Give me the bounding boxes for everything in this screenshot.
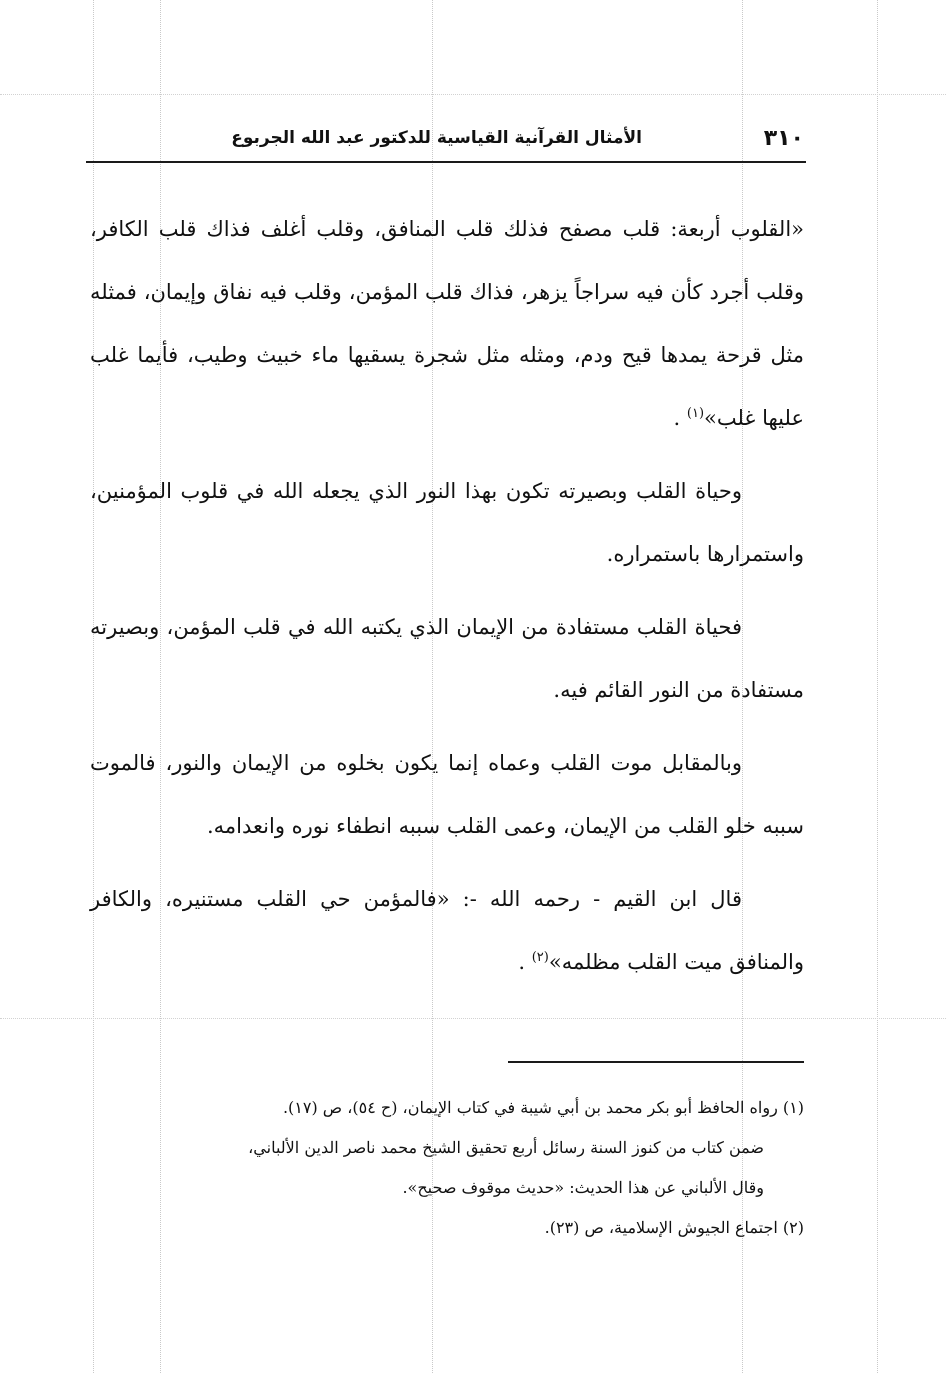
paragraph: وبالمقابل موت القلب وعماه إنما يكون بخلوه من الإيمان والنور، فالموت سببه خلو القلب من الإيمان، وعمى القلب سببه انطفاء نوره وانعدامه. xyxy=(90,751,804,838)
header-divider xyxy=(86,161,806,163)
footnote-reference: (١) xyxy=(686,406,705,421)
end-mark: . xyxy=(673,406,681,430)
end-mark: . xyxy=(518,950,526,974)
paragraph-quote-ibn-qayyim xyxy=(90,868,804,994)
paragraph: وحياة القلب وبصيرته تكون بهذا النور الذي يجعله الله في قلوب المؤمنين، واستمرارها باستمراره. xyxy=(90,479,804,566)
paragraph-text: قال ابن القيم - رحمه الله -: «فالمؤمن حي القلب مستنيره، والكافر والمنافق ميت القلب مظلمه» xyxy=(90,887,804,974)
footnote-1-continuation: ضمن كتاب من كنوز السنة رسائل أربع تحقيق الشيخ محمد ناصر الدين الألباني، xyxy=(248,1138,764,1157)
page-number: ٣١٠ xyxy=(763,126,804,151)
footnote-2: (٢) اجتماع الجيوش الإسلامية، ص (٢٣). xyxy=(544,1218,804,1237)
footnote-reference: (٢) xyxy=(531,950,549,965)
running-title: الأمثال القرآنية القياسية للدكتور عبد الله الجربوع xyxy=(231,128,642,148)
main-text xyxy=(90,198,804,1004)
footnote-divider xyxy=(508,1061,804,1063)
paragraph-quote-hadith xyxy=(90,198,804,450)
paragraph-text: «القلوب أربعة: قلب مصفح فذلك قلب المنافق، وقلب أغلف فذاك قلب الكافر، وقلب أجرد كأن فيه سراجاً يزهر، فذاك قلب المؤمن، وقلب فيه نفاق وإيمان، فمثله مثل قرحة يمدها قيح ودم، ومثله مثل شجرة يسقيها ماء خبيث وطيب، فأيما غلب عليها غلب» xyxy=(90,217,804,430)
paragraph: فحياة القلب مستفادة من الإيمان الذي يكتبه الله في قلب المؤمن، وبصيرته مستفادة من النور القائم فيه. xyxy=(90,615,804,702)
footnote-1-continuation: وقال الألباني عن هذا الحديث: «حديث موقوف صحيح». xyxy=(402,1178,764,1197)
running-header xyxy=(86,118,804,162)
footnote-1: (١) رواه الحافظ أبو بكر محمد بن أبي شيبة في كتاب الإيمان، (ح ٥٤)، ص (١٧). xyxy=(282,1098,804,1117)
footnotes xyxy=(92,1088,804,1248)
